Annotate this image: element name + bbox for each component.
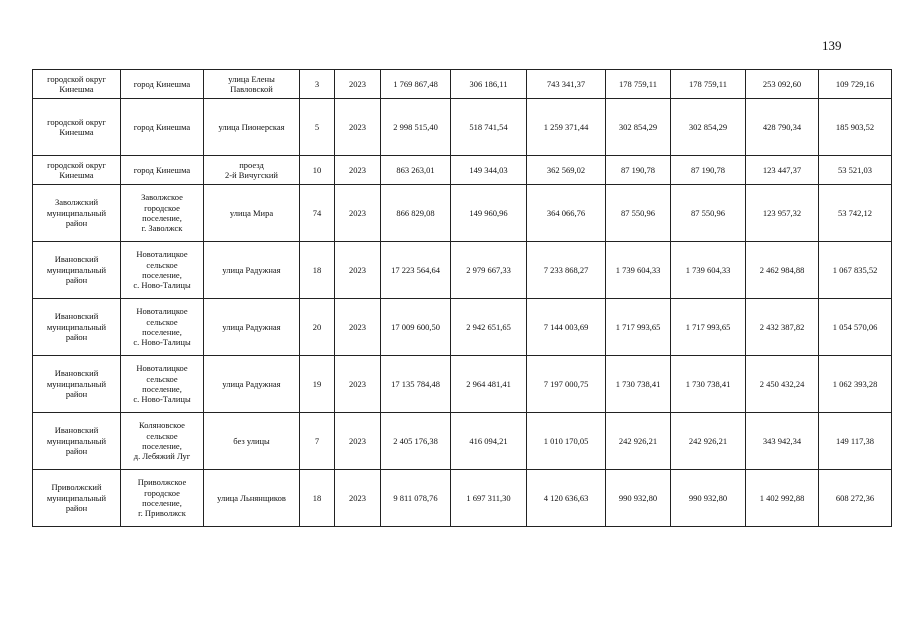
house-number-cell: 18 <box>300 470 335 527</box>
amount-cell: 9 811 078,76 <box>381 470 451 527</box>
amount-cell: 608 272,36 <box>819 470 892 527</box>
settlement-cell: город Кинешма <box>121 70 204 99</box>
amount-cell: 2 462 984,88 <box>746 242 819 299</box>
year-cell: 2023 <box>335 99 381 156</box>
amount-cell: 2 942 651,65 <box>451 299 527 356</box>
amount-cell: 302 854,29 <box>606 99 671 156</box>
table-row <box>33 99 892 156</box>
street-cell: улица Радужная <box>204 356 300 413</box>
house-number-cell: 5 <box>300 99 335 156</box>
amount-cell: 87 550,96 <box>671 185 746 242</box>
amount-cell: 1 259 371,44 <box>527 99 606 156</box>
district-cell: Ивановский муниципальный район <box>33 413 121 470</box>
amount-cell: 1 739 604,33 <box>671 242 746 299</box>
house-number-cell: 18 <box>300 242 335 299</box>
amount-cell: 343 942,34 <box>746 413 819 470</box>
amount-cell: 1 730 738,41 <box>606 356 671 413</box>
year-cell: 2023 <box>335 356 381 413</box>
amount-cell: 1 697 311,30 <box>451 470 527 527</box>
street-cell: улица Елены Павловской <box>204 70 300 99</box>
amount-cell: 416 094,21 <box>451 413 527 470</box>
district-cell: городской округ Кинешма <box>33 99 121 156</box>
amount-cell: 53 521,03 <box>819 156 892 185</box>
amount-cell: 87 550,96 <box>606 185 671 242</box>
amount-cell: 518 741,54 <box>451 99 527 156</box>
house-number-cell: 3 <box>300 70 335 99</box>
year-cell: 2023 <box>335 299 381 356</box>
settlement-cell: Приволжское городское поселение, г. Приволжск <box>121 470 204 527</box>
table-row <box>33 185 892 242</box>
amount-cell: 253 092,60 <box>746 70 819 99</box>
district-cell: Заволжский муниципальный район <box>33 185 121 242</box>
amount-cell: 2 964 481,41 <box>451 356 527 413</box>
amount-cell: 743 341,37 <box>527 70 606 99</box>
amount-cell: 1 717 993,65 <box>671 299 746 356</box>
house-number-cell: 7 <box>300 413 335 470</box>
amount-cell: 242 926,21 <box>671 413 746 470</box>
year-cell: 2023 <box>335 413 381 470</box>
amount-cell: 53 742,12 <box>819 185 892 242</box>
amount-cell: 178 759,11 <box>606 70 671 99</box>
amount-cell: 1 010 170,05 <box>527 413 606 470</box>
amount-cell: 149 117,38 <box>819 413 892 470</box>
year-cell: 2023 <box>335 70 381 99</box>
amount-cell: 428 790,34 <box>746 99 819 156</box>
street-cell: без улицы <box>204 413 300 470</box>
amount-cell: 866 829,08 <box>381 185 451 242</box>
district-cell: городской округ Кинешма <box>33 70 121 99</box>
amount-cell: 17 135 784,48 <box>381 356 451 413</box>
year-cell: 2023 <box>335 156 381 185</box>
amount-cell: 306 186,11 <box>451 70 527 99</box>
amount-cell: 17 223 564,64 <box>381 242 451 299</box>
table-row <box>33 242 892 299</box>
amount-cell: 1 067 835,52 <box>819 242 892 299</box>
amount-cell: 2 979 667,33 <box>451 242 527 299</box>
amount-cell: 109 729,16 <box>819 70 892 99</box>
amount-cell: 7 233 868,27 <box>527 242 606 299</box>
settlement-cell: город Кинешма <box>121 156 204 185</box>
street-cell: улица Радужная <box>204 299 300 356</box>
house-number-cell: 74 <box>300 185 335 242</box>
table-row <box>33 70 892 99</box>
amount-cell: 2 405 176,38 <box>381 413 451 470</box>
amount-cell: 4 120 636,63 <box>527 470 606 527</box>
amount-cell: 1 717 993,65 <box>606 299 671 356</box>
amount-cell: 2 432 387,82 <box>746 299 819 356</box>
amount-cell: 990 932,80 <box>671 470 746 527</box>
table-row <box>33 299 892 356</box>
amount-cell: 364 066,76 <box>527 185 606 242</box>
amount-cell: 7 197 000,75 <box>527 356 606 413</box>
amount-cell: 123 957,32 <box>746 185 819 242</box>
table-row <box>33 413 892 470</box>
amount-cell: 1 730 738,41 <box>671 356 746 413</box>
house-number-cell: 19 <box>300 356 335 413</box>
amount-cell: 123 447,37 <box>746 156 819 185</box>
year-cell: 2023 <box>335 242 381 299</box>
year-cell: 2023 <box>335 470 381 527</box>
district-cell: Ивановский муниципальный район <box>33 356 121 413</box>
settlement-cell: Коляновское сельское поселение, д. Лебяжий Луг <box>121 413 204 470</box>
amount-cell: 2 998 515,40 <box>381 99 451 156</box>
table-row <box>33 156 892 185</box>
house-number-cell: 10 <box>300 156 335 185</box>
amount-cell: 362 569,02 <box>527 156 606 185</box>
amount-cell: 1 739 604,33 <box>606 242 671 299</box>
amount-cell: 178 759,11 <box>671 70 746 99</box>
amount-cell: 1 062 393,28 <box>819 356 892 413</box>
amount-cell: 302 854,29 <box>671 99 746 156</box>
table-row <box>33 470 892 527</box>
settlement-cell: Заволжское городское поселение, г. Заволжск <box>121 185 204 242</box>
amount-cell: 87 190,78 <box>606 156 671 185</box>
table-row <box>33 356 892 413</box>
street-cell: проезд 2-й Вичугский <box>204 156 300 185</box>
amount-cell: 990 932,80 <box>606 470 671 527</box>
amount-cell: 863 263,01 <box>381 156 451 185</box>
data-table <box>32 69 892 527</box>
amount-cell: 17 009 600,50 <box>381 299 451 356</box>
amount-cell: 2 450 432,24 <box>746 356 819 413</box>
settlement-cell: Новоталицкое сельское поселение, с. Ново-Талицы <box>121 356 204 413</box>
district-cell: Ивановский муниципальный район <box>33 299 121 356</box>
page-number: 139 <box>822 38 842 53</box>
amount-cell: 1 769 867,48 <box>381 70 451 99</box>
amount-cell: 149 344,03 <box>451 156 527 185</box>
amount-cell: 185 903,52 <box>819 99 892 156</box>
settlement-cell: Новоталицкое сельское поселение, с. Ново-Талицы <box>121 242 204 299</box>
amount-cell: 7 144 003,69 <box>527 299 606 356</box>
year-cell: 2023 <box>335 185 381 242</box>
amount-cell: 149 960,96 <box>451 185 527 242</box>
street-cell: улица Радужная <box>204 242 300 299</box>
amount-cell: 242 926,21 <box>606 413 671 470</box>
street-cell: улица Пионерская <box>204 99 300 156</box>
settlement-cell: Новоталицкое сельское поселение, с. Ново-Талицы <box>121 299 204 356</box>
house-number-cell: 20 <box>300 299 335 356</box>
amount-cell: 87 190,78 <box>671 156 746 185</box>
settlement-cell: город Кинешма <box>121 99 204 156</box>
district-cell: Приволжский муниципальный район <box>33 470 121 527</box>
district-cell: городской округ Кинешма <box>33 156 121 185</box>
amount-cell: 1 402 992,88 <box>746 470 819 527</box>
district-cell: Ивановский муниципальный район <box>33 242 121 299</box>
amount-cell: 1 054 570,06 <box>819 299 892 356</box>
street-cell: улица Льнянщиков <box>204 470 300 527</box>
street-cell: улица Мира <box>204 185 300 242</box>
